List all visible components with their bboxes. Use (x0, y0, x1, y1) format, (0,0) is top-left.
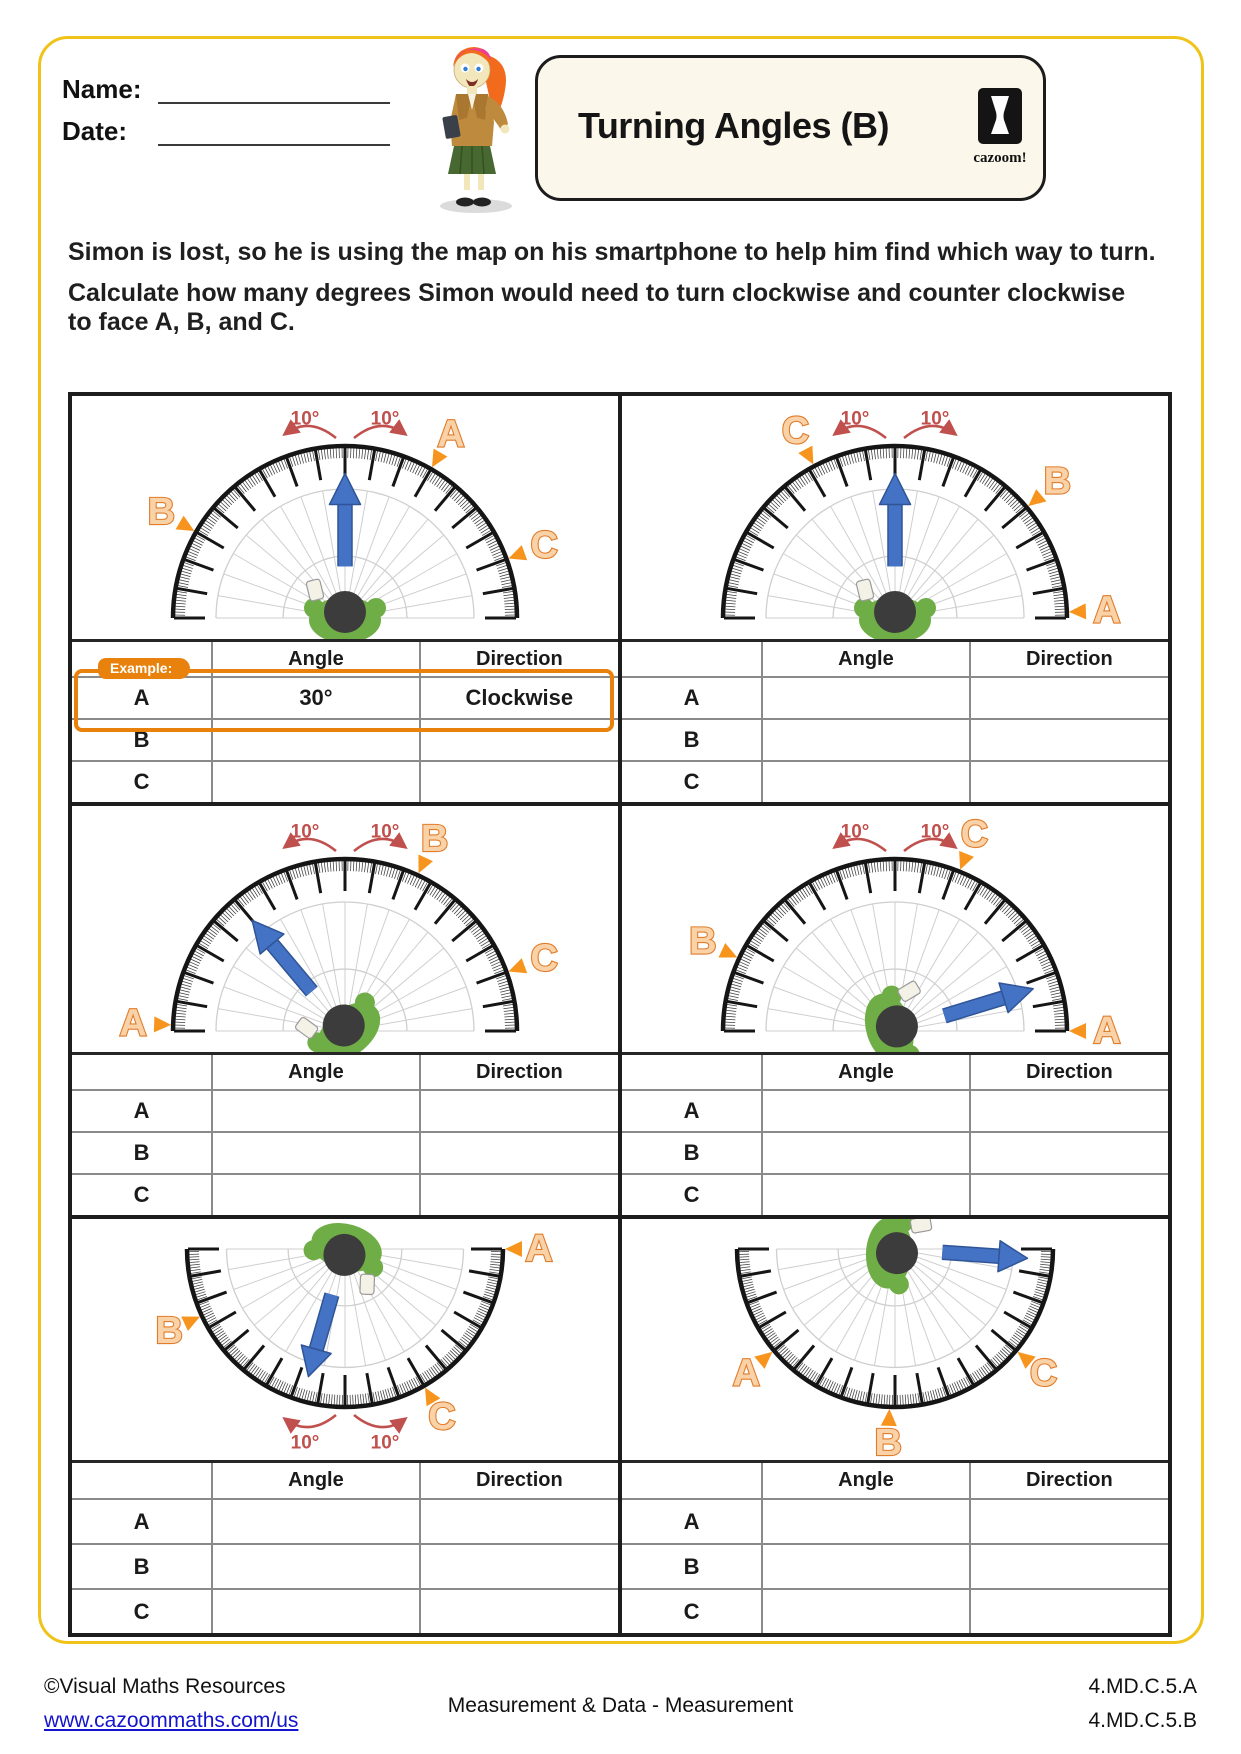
ten-degree-indicator (835, 822, 955, 852)
direction-label-C: C (781, 409, 810, 452)
header-blank (72, 642, 211, 676)
footer-category: Measurement & Data - Measurement (447, 1694, 794, 1717)
website-link[interactable]: www.cazoommaths.com/us (44, 1708, 299, 1732)
answer-cell-angle-A[interactable] (761, 678, 968, 718)
direction-label-B: B (689, 920, 717, 963)
standard-code-1: 4.MD.C.5.A (1088, 1675, 1197, 1698)
marker-triangle-A (154, 1016, 172, 1033)
answer-table (72, 1052, 618, 1215)
person-top-view (863, 1219, 933, 1296)
table-row-B (72, 1543, 618, 1588)
direction-label-A: A (732, 1352, 761, 1395)
direction-label-B: B (874, 1421, 902, 1463)
answer-cell-direction-A[interactable] (419, 1500, 618, 1543)
standards-codes (1088, 1670, 1197, 1737)
row-label-B: B (133, 727, 150, 752)
angle-header: Angle (211, 1463, 418, 1498)
direction-label-A: A (437, 413, 465, 456)
smartphone (306, 579, 324, 602)
protractor-figure (72, 1219, 618, 1463)
answer-table (622, 639, 1168, 802)
title-box (535, 55, 1046, 201)
answer-cell-angle-A[interactable] (761, 1500, 968, 1543)
marker-triangle-A (1069, 603, 1087, 620)
panel-3 (72, 802, 618, 1215)
direction-header: Direction (969, 1463, 1168, 1498)
table-row-A (622, 1089, 1168, 1131)
table-header-row (622, 1055, 1168, 1089)
smartphone (910, 1219, 932, 1233)
answer-cell-angle-C[interactable] (761, 1175, 968, 1215)
angle-header: Angle (761, 1055, 968, 1089)
ten-degree-text-0: 10° (840, 821, 870, 843)
row-label-B: B (683, 727, 700, 752)
table-row-A (72, 1498, 618, 1543)
panel-2 (618, 396, 1168, 802)
row-label-C: C (133, 1182, 150, 1207)
answer-cell-direction-B[interactable] (969, 1545, 1168, 1588)
answer-cell-angle-A[interactable] (761, 1091, 968, 1131)
answer-table (72, 639, 618, 802)
person-top-view (855, 977, 941, 1055)
table-header-row (622, 642, 1168, 676)
worksheet-title: Turning Angles (B) (578, 105, 889, 146)
protractor-figure (622, 396, 1168, 642)
table-row-C (622, 760, 1168, 802)
table-row-A (622, 1498, 1168, 1543)
row-label-A: A (133, 1098, 150, 1123)
direction-label-B: B (1043, 460, 1072, 503)
ten-degree-indicator (285, 822, 405, 852)
row-label-B: B (133, 1140, 150, 1165)
protractor-figure (622, 1219, 1168, 1463)
header-blank (622, 1055, 761, 1089)
ten-degree-text-0: 10° (290, 1432, 320, 1454)
panels-grid (68, 392, 1172, 1637)
table-row-C (622, 1173, 1168, 1215)
answer-cell-angle-B[interactable] (211, 720, 418, 760)
answer-cell-angle-C[interactable] (761, 1590, 968, 1633)
row-label-A: A (683, 1098, 700, 1123)
table-header-row (72, 1463, 618, 1498)
angle-header: Angle (761, 642, 968, 676)
answer-cell-direction-C[interactable] (419, 1175, 618, 1215)
protractor-svg (622, 396, 1168, 642)
answer-cell-angle-A[interactable] (211, 1091, 418, 1131)
answer-cell-angle-C[interactable] (211, 1590, 418, 1633)
intro-line-1: Simon is lost, so he is using the map on his smartphone to help him find which way to turn. (68, 238, 1156, 266)
person-top-view (296, 1219, 393, 1298)
direction-label-B: B (147, 491, 176, 533)
standard-code-2: 4.MD.C.5.B (1088, 1708, 1197, 1732)
ten-degree-indicator (285, 1415, 405, 1454)
answer-cell-direction-A[interactable] (419, 1091, 618, 1131)
answer-cell-angle-C[interactable] (211, 762, 418, 802)
ten-degree-indicator (835, 409, 955, 439)
table-row-B (622, 1131, 1168, 1173)
protractor-svg (72, 1219, 618, 1463)
angle-header: Angle (761, 1463, 968, 1498)
row-label-B: B (683, 1553, 700, 1579)
answer-cell-direction-B[interactable] (419, 720, 618, 760)
protractor-figure (72, 806, 618, 1055)
answer-cell-direction-C[interactable] (419, 762, 618, 802)
answer-cell-direction-A: Clockwise (419, 678, 618, 718)
ten-degree-text-1: 10° (920, 821, 950, 843)
logo-text: cazoom! (973, 150, 1027, 166)
instructions (68, 238, 1158, 349)
row-label-B: B (683, 1140, 700, 1165)
direction-label-C: C (428, 1396, 456, 1439)
table-row-B (72, 1131, 618, 1173)
protractor-figure (622, 806, 1168, 1055)
ten-degree-text-1: 10° (920, 408, 950, 430)
example-tab: Example: (98, 658, 190, 679)
answer-cell-angle-B[interactable] (211, 1545, 418, 1588)
direction-header: Direction (969, 642, 1168, 676)
protractor-svg (622, 806, 1168, 1055)
direction-label-A: A (1093, 1010, 1121, 1052)
panel-4 (618, 802, 1168, 1215)
table-row-A (72, 676, 618, 718)
answer-cell-angle-B[interactable] (211, 1133, 418, 1173)
table-row-C (72, 1588, 618, 1633)
direction-label-A: A (1093, 589, 1121, 632)
smartphone (360, 1274, 375, 1294)
panel-6 (618, 1215, 1168, 1633)
answer-cell-angle-A: 30° (211, 678, 418, 718)
answer-cell-direction-A[interactable] (969, 1091, 1168, 1131)
marker-triangle-A (505, 1241, 522, 1257)
answer-cell-direction-A[interactable] (969, 1500, 1168, 1543)
direction-header: Direction (419, 1463, 618, 1498)
ten-degree-indicator (285, 409, 405, 439)
row-label-C: C (683, 1598, 700, 1624)
ten-degree-text-1: 10° (370, 1432, 400, 1454)
table-row-B (622, 1543, 1168, 1588)
direction-label-B: B (420, 817, 449, 860)
date-input-line[interactable] (158, 144, 390, 146)
answer-cell-direction-B[interactable] (419, 1133, 618, 1173)
direction-label-B: B (155, 1309, 183, 1352)
table-row-B (622, 718, 1168, 760)
protractor-svg (72, 396, 618, 642)
ten-degree-text-0: 10° (290, 408, 320, 430)
copyright-text: ©Visual Maths Resources (44, 1675, 286, 1698)
table-header-row (72, 1055, 618, 1089)
direction-header: Direction (419, 642, 618, 676)
answer-table (72, 1460, 618, 1633)
direction-header: Direction (969, 1055, 1168, 1089)
answer-cell-angle-B[interactable] (761, 1133, 968, 1173)
direction-label-A: A (119, 1002, 147, 1045)
protractor-svg (622, 1219, 1168, 1463)
answer-cell-direction-A[interactable] (969, 678, 1168, 718)
header-blank (72, 1463, 211, 1498)
table-row-A (72, 1089, 618, 1131)
direction-label-C: C (1029, 1352, 1058, 1395)
row-label-C: C (133, 1598, 150, 1624)
row-label-C: C (683, 1182, 700, 1207)
answer-cell-angle-C[interactable] (211, 1175, 418, 1215)
row-label-A: A (683, 1508, 700, 1534)
ten-degree-text-1: 10° (370, 821, 400, 843)
header-blank (622, 1463, 761, 1498)
smartphone (856, 579, 874, 602)
row-label-C: C (683, 769, 700, 794)
table-row-A (622, 676, 1168, 718)
answer-cell-direction-C[interactable] (969, 762, 1168, 802)
name-input-line[interactable] (158, 102, 390, 104)
table-header-row (72, 642, 618, 676)
ten-degree-text-0: 10° (290, 821, 320, 843)
cazoom-logo (973, 86, 1027, 170)
header-blank (72, 1055, 211, 1089)
answer-cell-direction-B[interactable] (969, 720, 1168, 760)
protractor-svg (72, 806, 618, 1055)
answer-table (622, 1460, 1168, 1633)
row-label-A: A (133, 1508, 150, 1534)
facing-arrow (301, 1345, 331, 1377)
answer-cell-direction-B[interactable] (969, 1133, 1168, 1173)
answer-cell-direction-C[interactable] (969, 1175, 1168, 1215)
answer-cell-direction-C[interactable] (419, 1590, 618, 1633)
row-label-B: B (133, 1553, 150, 1579)
table-header-row (622, 1463, 1168, 1498)
row-label-C: C (133, 769, 150, 794)
direction-label-C: C (530, 524, 558, 567)
direction-label-A: A (525, 1228, 553, 1270)
protractor-figure (72, 396, 618, 642)
answer-cell-direction-C[interactable] (969, 1590, 1168, 1633)
row-label-A: A (683, 685, 700, 710)
table-row-B (72, 718, 618, 760)
row-label-A: A (133, 685, 150, 710)
answer-cell-angle-B[interactable] (761, 720, 968, 760)
direction-label-C: C (530, 937, 558, 980)
marker-triangle-A (1069, 1023, 1086, 1039)
student-cartoon (420, 40, 530, 215)
table-row-C (72, 760, 618, 802)
answer-cell-direction-B[interactable] (419, 1545, 618, 1588)
panel-5 (72, 1215, 618, 1633)
direction-header: Direction (419, 1055, 618, 1089)
date-label: Date: (62, 116, 128, 146)
table-row-C (622, 1588, 1168, 1633)
ten-degree-text-1: 10° (370, 408, 400, 430)
ten-degree-text-0: 10° (840, 408, 870, 430)
answer-cell-angle-B[interactable] (761, 1545, 968, 1588)
table-row-C (72, 1173, 618, 1215)
direction-label-C: C (960, 813, 989, 856)
answer-cell-angle-C[interactable] (761, 762, 968, 802)
intro-line-2: Calculate how many degrees Simon would need to turn clockwise and counter clockwise to face A, B, and C. (68, 278, 1126, 336)
angle-header: Angle (211, 642, 418, 676)
name-label: Name: (62, 74, 142, 104)
header-blank (622, 642, 761, 676)
facing-arrow (999, 983, 1033, 1013)
answer-table (622, 1052, 1168, 1215)
answer-cell-angle-A[interactable] (211, 1500, 418, 1543)
panel-1 (72, 396, 618, 802)
angle-header: Angle (211, 1055, 418, 1089)
